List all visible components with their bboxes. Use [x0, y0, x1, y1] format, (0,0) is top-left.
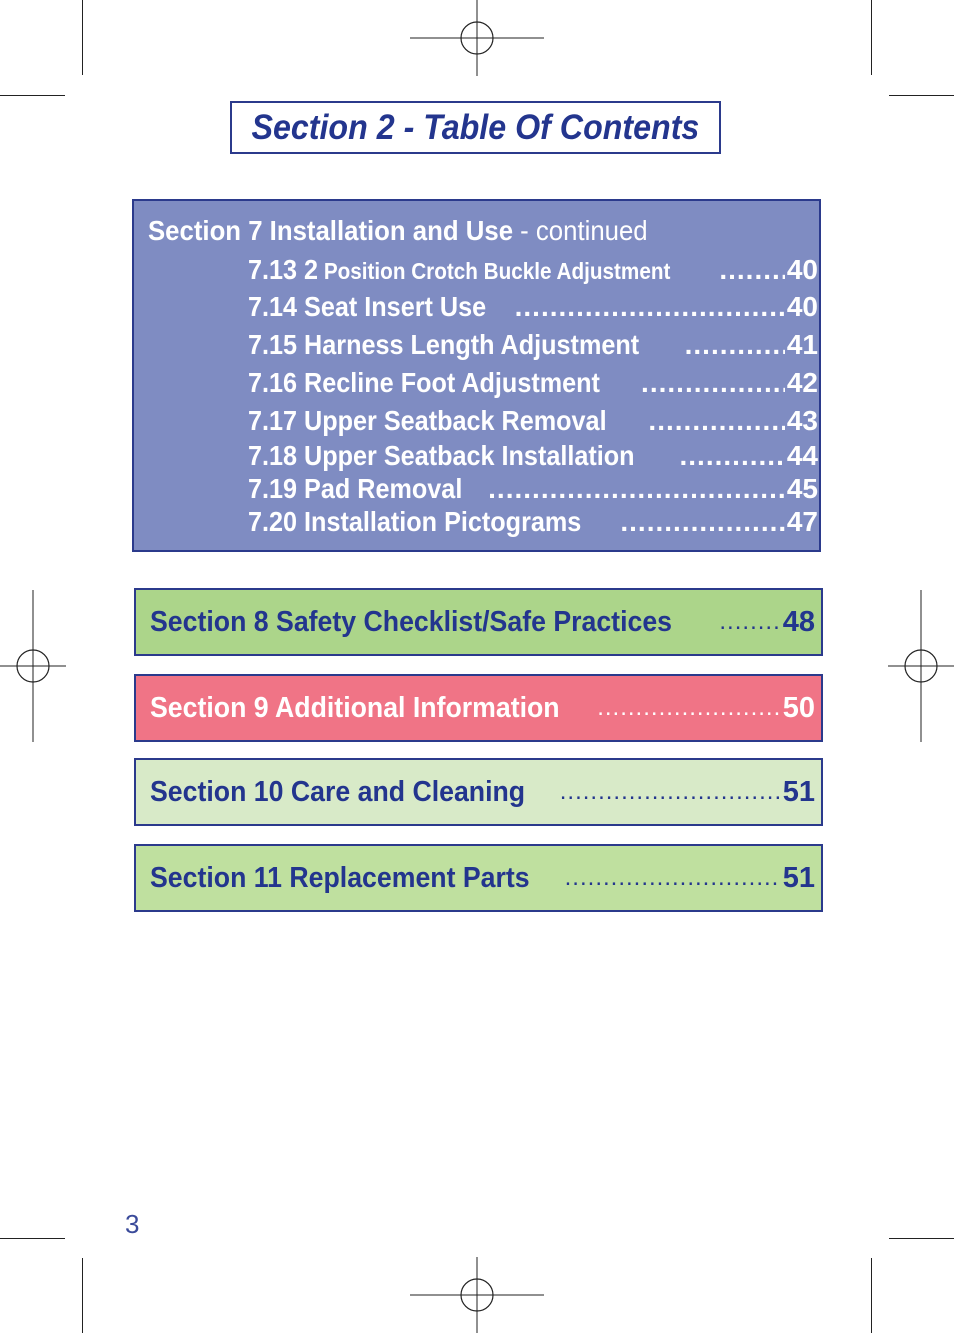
section-8-entry[interactable]: [134, 588, 823, 656]
toc-entry-page: 43: [786, 405, 818, 436]
toc-entry-label: Recline Foot Adjustment: [297, 367, 600, 398]
toc-entry-number: 7.16: [248, 367, 298, 398]
toc-entry-number: 7.13 2: [248, 254, 319, 285]
toc-entry-7-19[interactable]: [248, 473, 818, 505]
toc-entry-7-20[interactable]: [248, 506, 818, 538]
section-7-heading-suffix: - continued: [513, 215, 648, 246]
section-entry-label: Section 8 Safety Checklist/Safe Practices: [150, 605, 672, 638]
crop-mark: [82, 1258, 83, 1333]
toc-entry-label: Position Crotch Buckle Adjustment: [318, 258, 671, 284]
toc-entry-number: 7.14: [248, 291, 298, 322]
registration-mark-icon: [410, 1257, 544, 1333]
toc-entry-number: 7.15: [248, 329, 298, 360]
toc-entry-page: 45: [786, 473, 818, 504]
toc-entry-label: Upper Seatback Installation: [297, 440, 635, 471]
section-entry-label: Section 11 Replacement Parts: [150, 861, 530, 894]
section-7-heading-text: Section 7 Installation and Use: [148, 215, 514, 246]
toc-dot-leader: [513, 291, 785, 323]
section-11-entry[interactable]: [134, 844, 823, 912]
toc-entry-number: 7.19: [248, 473, 298, 504]
section-entry-page: 48: [782, 605, 815, 638]
toc-entry-label: Installation Pictograms: [297, 506, 582, 537]
toc-dot-leader: [618, 506, 784, 538]
toc-entry-7-14[interactable]: [248, 291, 818, 323]
crop-mark: [82, 0, 83, 75]
section-9-entry[interactable]: [134, 674, 823, 742]
toc-entry-label: Upper Seatback Removal: [297, 405, 607, 436]
section-7-heading: [148, 215, 648, 247]
toc-entry-7-15[interactable]: [248, 329, 818, 361]
page-title: Section 2 - Table Of Contents: [251, 107, 700, 147]
crop-mark: [871, 0, 872, 75]
toc-entry-page: 40: [786, 291, 818, 322]
toc-entry-label: Pad Removal: [297, 473, 463, 504]
toc-entry-page: 47: [786, 506, 818, 537]
crop-mark: [0, 95, 65, 96]
page-number: 3: [125, 1209, 140, 1239]
toc-entry-label: Harness Length Adjustment: [297, 329, 640, 360]
toc-entry-page: 40: [786, 254, 818, 285]
section-entry-page: 50: [782, 691, 815, 724]
section-entry-label: Section 9 Additional Information: [150, 691, 560, 724]
toc-dot-leader: [595, 694, 781, 740]
section-entry-page: 51: [782, 775, 815, 808]
toc-dot-leader: [717, 254, 785, 286]
toc-entry-page: 41: [786, 329, 818, 360]
crop-mark: [0, 1238, 65, 1239]
toc-dot-leader: [646, 405, 784, 437]
toc-dot-leader: [486, 473, 785, 505]
toc-entry-page: 42: [786, 367, 818, 398]
toc-entry-number: 7.20: [248, 506, 298, 537]
toc-entry-7-16[interactable]: [248, 367, 818, 399]
section-entry-label: Section 10 Care and Cleaning: [150, 775, 526, 808]
toc-dot-leader: [717, 608, 780, 654]
toc-dot-leader: [683, 329, 785, 361]
registration-mark-icon: [0, 590, 66, 742]
toc-entry-number: 7.18: [248, 440, 298, 471]
registration-mark-icon: [410, 0, 544, 76]
toc-entry-7-17[interactable]: [248, 405, 818, 437]
toc-dot-leader: [558, 778, 781, 824]
toc-dot-leader: [639, 367, 785, 399]
crop-mark: [871, 1258, 872, 1333]
toc-entry-page: 44: [786, 440, 818, 471]
section-10-entry[interactable]: [134, 758, 823, 826]
toc-dot-leader: [563, 864, 781, 910]
registration-mark-icon: [888, 590, 954, 742]
section-7-block: [132, 199, 821, 552]
toc-entry-7-18[interactable]: [248, 440, 818, 472]
toc-entry-7-13[interactable]: [248, 254, 818, 286]
crop-mark: [889, 95, 954, 96]
toc-dot-leader: [678, 440, 785, 472]
crop-mark: [889, 1238, 954, 1239]
toc-entry-label: Seat Insert Use: [297, 291, 487, 322]
section-entry-page: 51: [782, 861, 815, 894]
page-title-box: [230, 101, 721, 154]
toc-entry-number: 7.17: [248, 405, 298, 436]
